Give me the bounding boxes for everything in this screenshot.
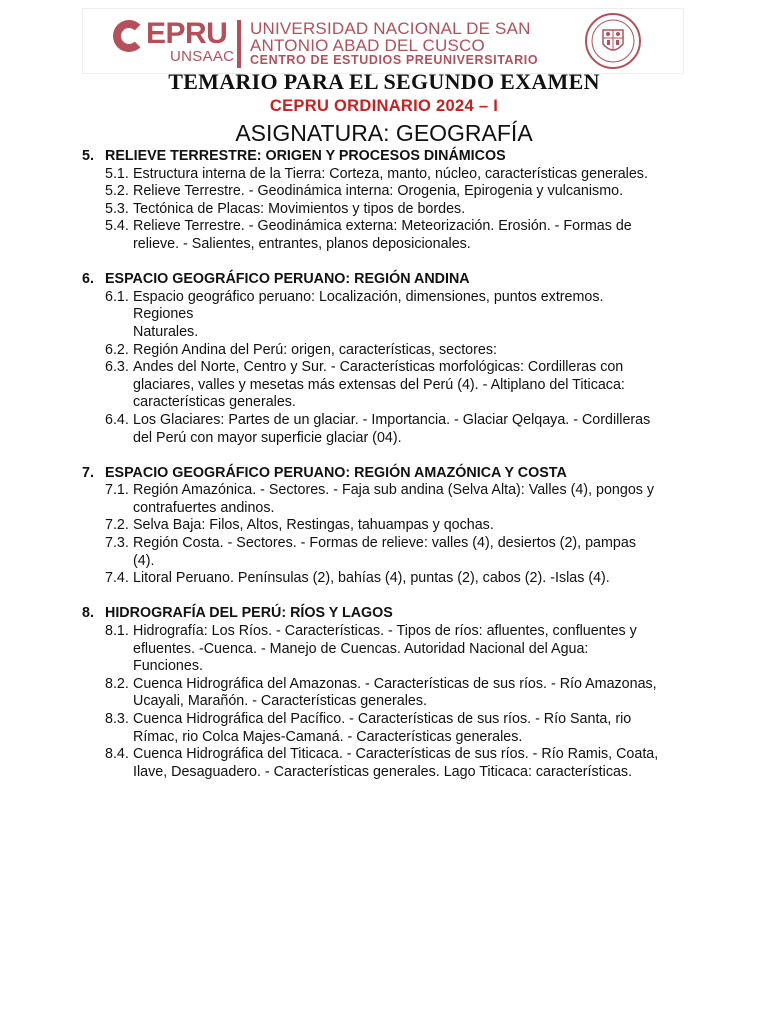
section-item — [82, 711, 702, 746]
item-text-line: Cuenca Hidrográfica del Amazonas. - Características de sus ríos. - Río Amazonas, — [133, 675, 657, 692]
section-heading — [82, 271, 702, 289]
section-number: 7. — [82, 464, 94, 481]
item-number: 8.4. — [105, 746, 129, 763]
section-title: ESPACIO GEOGRÁFICO PERUANO: REGIÓN ANDINA — [105, 271, 470, 288]
item-number: 5.4. — [105, 218, 129, 235]
syllabus-section — [82, 605, 702, 781]
section-item — [82, 412, 702, 447]
item-text-line: Litoral Peruano. Penínsulas (2), bahías (4), puntas (2), cabos (2). -Islas (4). — [133, 570, 610, 587]
section-title: RELIEVE TERRESTRE: ORIGEN Y PROCESOS DINÁMICOS — [105, 148, 506, 164]
item-text-line: relieve. - Salientes, entrantes, planos deposicionales. — [133, 235, 471, 252]
section-item — [82, 342, 702, 360]
university-name-line1: UNIVERSIDAD NACIONAL DE SAN — [250, 19, 531, 38]
section-item — [82, 166, 702, 184]
item-number: 5.2. — [105, 183, 129, 200]
section-heading — [82, 465, 702, 483]
university-seal-icon — [584, 12, 642, 70]
item-text-line: Andes del Norte, Centro y Sur. - Características morfológicas: Cordilleras con — [133, 359, 624, 376]
item-text-line: Región Andina del Perú: origen, características, sectores: — [133, 341, 497, 358]
section-item — [82, 676, 702, 711]
item-text-line: Tectónica de Placas: Movimientos y tipos de bordes. — [133, 200, 466, 217]
item-number: 6.3. — [105, 359, 129, 376]
item-text-line: (4). — [133, 552, 155, 569]
item-number: 6.2. — [105, 341, 129, 358]
section-number: 5. — [82, 148, 94, 164]
section-item — [82, 359, 702, 412]
item-text-line: Regiones — [133, 306, 194, 323]
item-number: 7.1. — [105, 482, 129, 499]
center-name: CENTRO DE ESTUDIOS PREUNIVERSITARIO — [250, 53, 539, 67]
item-text-line: Relieve Terrestre. - Geodinámica externa: Meteorización. Erosión. - Formas de — [133, 218, 632, 235]
page-subtitle: CEPRU ORDINARIO 2024 – I — [269, 97, 499, 115]
section-item — [82, 535, 702, 570]
item-text-line: Funciones. — [133, 658, 203, 675]
item-text-line: Relieve Terrestre. - Geodinámica interna: Orogenia, Epirogenia y vulcanismo. — [133, 183, 624, 200]
logo-brand: EPRU — [146, 17, 228, 50]
item-number: 8.1. — [105, 623, 129, 640]
item-number: 8.2. — [105, 675, 129, 692]
section-item — [82, 201, 702, 219]
item-text-line: Ilave, Desaguadero. - Características generales. Lago Titicaca: características. — [133, 763, 633, 780]
item-text-line: Región Amazónica. - Sectores. - Faja sub andina (Selva Alta): Valles (4), pongos y — [133, 482, 655, 499]
item-number: 7.2. — [105, 517, 129, 534]
item-number: 7.3. — [105, 535, 129, 552]
item-text-line: glaciares, valles y mesetas más extensas del Perú (4). - Altiplano del Titicaca: — [133, 376, 625, 393]
logo-divider — [237, 20, 241, 68]
item-number: 8.3. — [105, 711, 129, 727]
section-item — [82, 289, 702, 342]
item-text-line: Naturales. — [133, 323, 199, 340]
section-item — [82, 482, 702, 517]
syllabus-section — [82, 148, 702, 254]
item-text-line: efluentes. -Cuenca. - Manejo de Cuencas. Autoridad Nacional del Agua: — [133, 640, 589, 657]
section-heading — [82, 148, 702, 166]
item-text-line: Rímac, rio Colca Majes-Camaná. - Características generales. — [133, 728, 523, 745]
syllabus-section — [82, 465, 702, 588]
item-text-line: Cuenca Hidrográfica del Pacífico. - Características de sus ríos. - Río Santa, rio — [133, 711, 632, 727]
item-number: 5.1. — [105, 165, 129, 182]
item-text-line: Los Glaciares: Partes de un glaciar. - Importancia. - Glaciar Qelqaya. - Cordilleras — [133, 411, 651, 428]
item-number: 7.4. — [105, 570, 129, 587]
section-item — [82, 623, 702, 676]
logo-brand-sub: UNSAAC — [170, 48, 235, 65]
item-text-line: Estructura interna de la Tierra: Corteza, manto, núcleo, características generales. — [133, 165, 648, 182]
syllabus-content — [82, 148, 702, 799]
section-heading — [82, 605, 702, 623]
page-title: TEMARIO PARA EL SEGUNDO EXAMEN — [168, 69, 600, 94]
section-item — [82, 746, 702, 781]
item-number: 6.1. — [105, 288, 129, 305]
item-text-line: Región Costa. - Sectores. - Formas de relieve: valles (4), desiertos (2), pampas — [133, 535, 636, 552]
section-item — [82, 183, 702, 201]
item-number: 6.4. — [105, 411, 129, 428]
section-title: HIDROGRAFÍA DEL PERÚ: RÍOS Y LAGOS — [105, 605, 393, 622]
item-text-line: Espacio geográfico peruano: Localización, dimensiones, puntos extremos. — [133, 288, 604, 305]
item-text-line: Ucayali, Marañón. - Características generales. — [133, 693, 428, 710]
syllabus-section — [82, 271, 702, 447]
section-item — [82, 570, 702, 588]
cepru-logo-c-icon — [113, 20, 145, 52]
item-text-line: Cuenca Hidrográfica del Titicaca. - Características de sus ríos. - Río Ramis, Coata, — [133, 746, 659, 763]
section-item — [82, 218, 702, 253]
item-text-line: características generales. — [133, 394, 296, 411]
item-text-line: del Perú con mayor superficie glaciar (04). — [133, 429, 402, 446]
section-number: 6. — [82, 271, 94, 288]
item-text-line: Hidrografía: Los Ríos. - Características. - Tipos de ríos: afluentes, confluentes y — [133, 623, 637, 640]
section-item — [82, 517, 702, 535]
item-text-line: Selva Baja: Filos, Altos, Restingas, tahuampas y qochas. — [133, 517, 494, 534]
university-name-line2: ANTONIO ABAD DEL CUSCO — [250, 36, 485, 55]
section-number: 8. — [82, 605, 94, 622]
section-title: ESPACIO GEOGRÁFICO PERUANO: REGIÓN AMAZÓNICA Y COSTA — [105, 464, 567, 481]
item-text-line: contrafuertes andinos. — [133, 499, 275, 516]
subject-heading: ASIGNATURA: GEOGRAFÍA — [235, 120, 533, 146]
item-number: 5.3. — [105, 200, 129, 217]
